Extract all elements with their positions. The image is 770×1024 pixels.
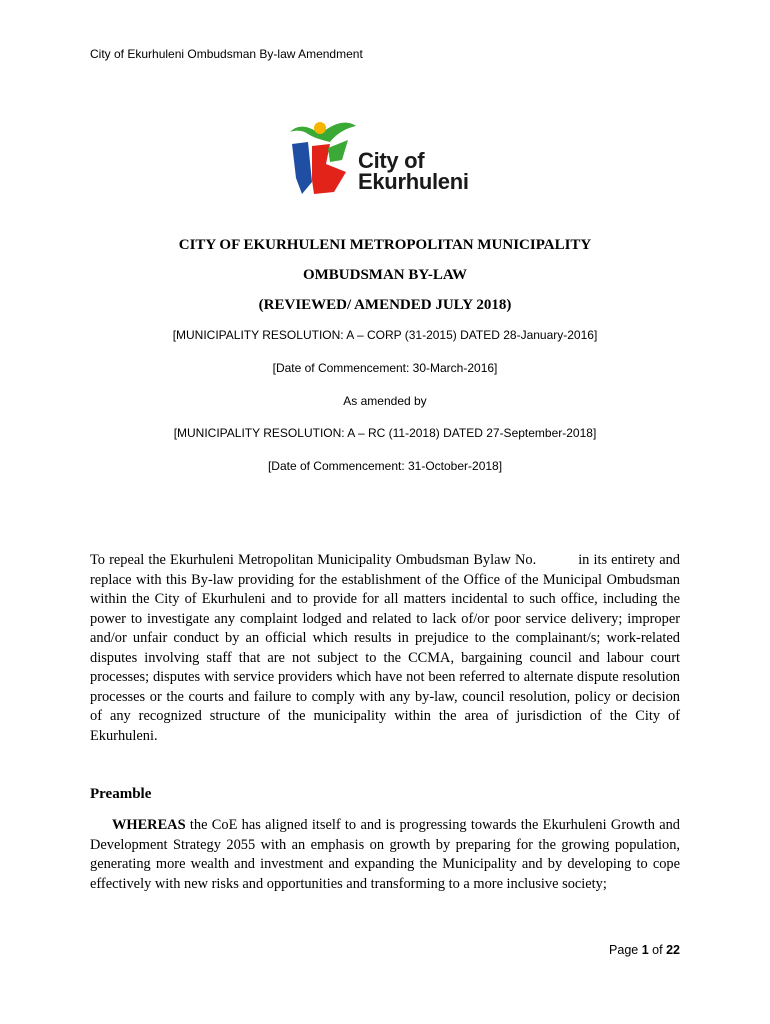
intro-rest: in its entirety and replace with this By-law providing for the establishment of the Office of the Municipal Ombudsman within the City of Ekurhuleni and to provide for all matters incidental to such office, including the power to investigate any complaint lodged and related to lack of/or poor service delivery; improper and/or unfair conduct by an official which results in prejudice to the complainant/s; work-related disputes involving staff that are not subject to the CCMA, bargaining council and labour court processes; disputes with service providers which have not been referred to alternate dispute resolution processes or the courts and failure to comply with any by-law, council resolution, policy or decision of any recognized structure of the municipality within the area of jurisdiction of the City of Ekurhuleni.: [90, 552, 680, 744]
amended-by: As amended by: [343, 394, 427, 408]
whereas-keyword: WHEREAS: [112, 817, 186, 833]
intro-paragraph: [90, 551, 680, 746]
resolution-1: [MUNICIPALITY RESOLUTION: A – CORP (31-2015) DATED 28-January-2016]: [172, 328, 598, 342]
footer-of-word: of: [652, 943, 663, 957]
page-footer: [609, 943, 680, 957]
commencement-2: [Date of Commencement: 31-October-2018]: [267, 459, 503, 473]
footer-page-word: Page: [609, 943, 639, 957]
logo-emblem-icon: [286, 120, 361, 200]
footer-total-pages: 22: [666, 943, 680, 957]
commencement-1: [Date of Commencement: 30-March-2016]: [272, 361, 498, 375]
footer-page-number: 1: [641, 943, 649, 957]
running-header: City of Ekurhuleni Ombudsman By-law Amendment: [90, 47, 363, 61]
logo-wordmark: [358, 150, 469, 192]
logo-line-1: City of: [358, 148, 425, 173]
city-of-ekurhuleni-logo: [286, 120, 491, 200]
preamble-text: the CoE has aligned itself to and is progressing towards the Ekurhuleni Growth and Development Strategy 2055 with an emphasis on growth by preparing for the growing population, generating more wealth and investment and expanding the Municipality and by developing to cope effectively with new risks and opportunities and transforming to a more inclusive society;: [90, 817, 680, 892]
title-line-2: OMBUDSMAN BY-LAW: [302, 267, 468, 283]
resolution-2: [MUNICIPALITY RESOLUTION: A – RC (11-2018) DATED 27-September-2018]: [173, 426, 597, 440]
preamble-heading: Preamble: [90, 786, 152, 802]
title-line-3: (REVIEWED/ AMENDED JULY 2018): [258, 297, 512, 313]
preamble-paragraph: [90, 816, 680, 894]
intro-lead: To repeal the Ekurhuleni Metropolitan Municipality Ombudsman Bylaw No.: [90, 552, 537, 568]
title-line-1: CITY OF EKURHULENI METROPOLITAN MUNICIPALITY: [178, 237, 592, 253]
logo-line-2: Ekurhuleni: [358, 169, 469, 194]
